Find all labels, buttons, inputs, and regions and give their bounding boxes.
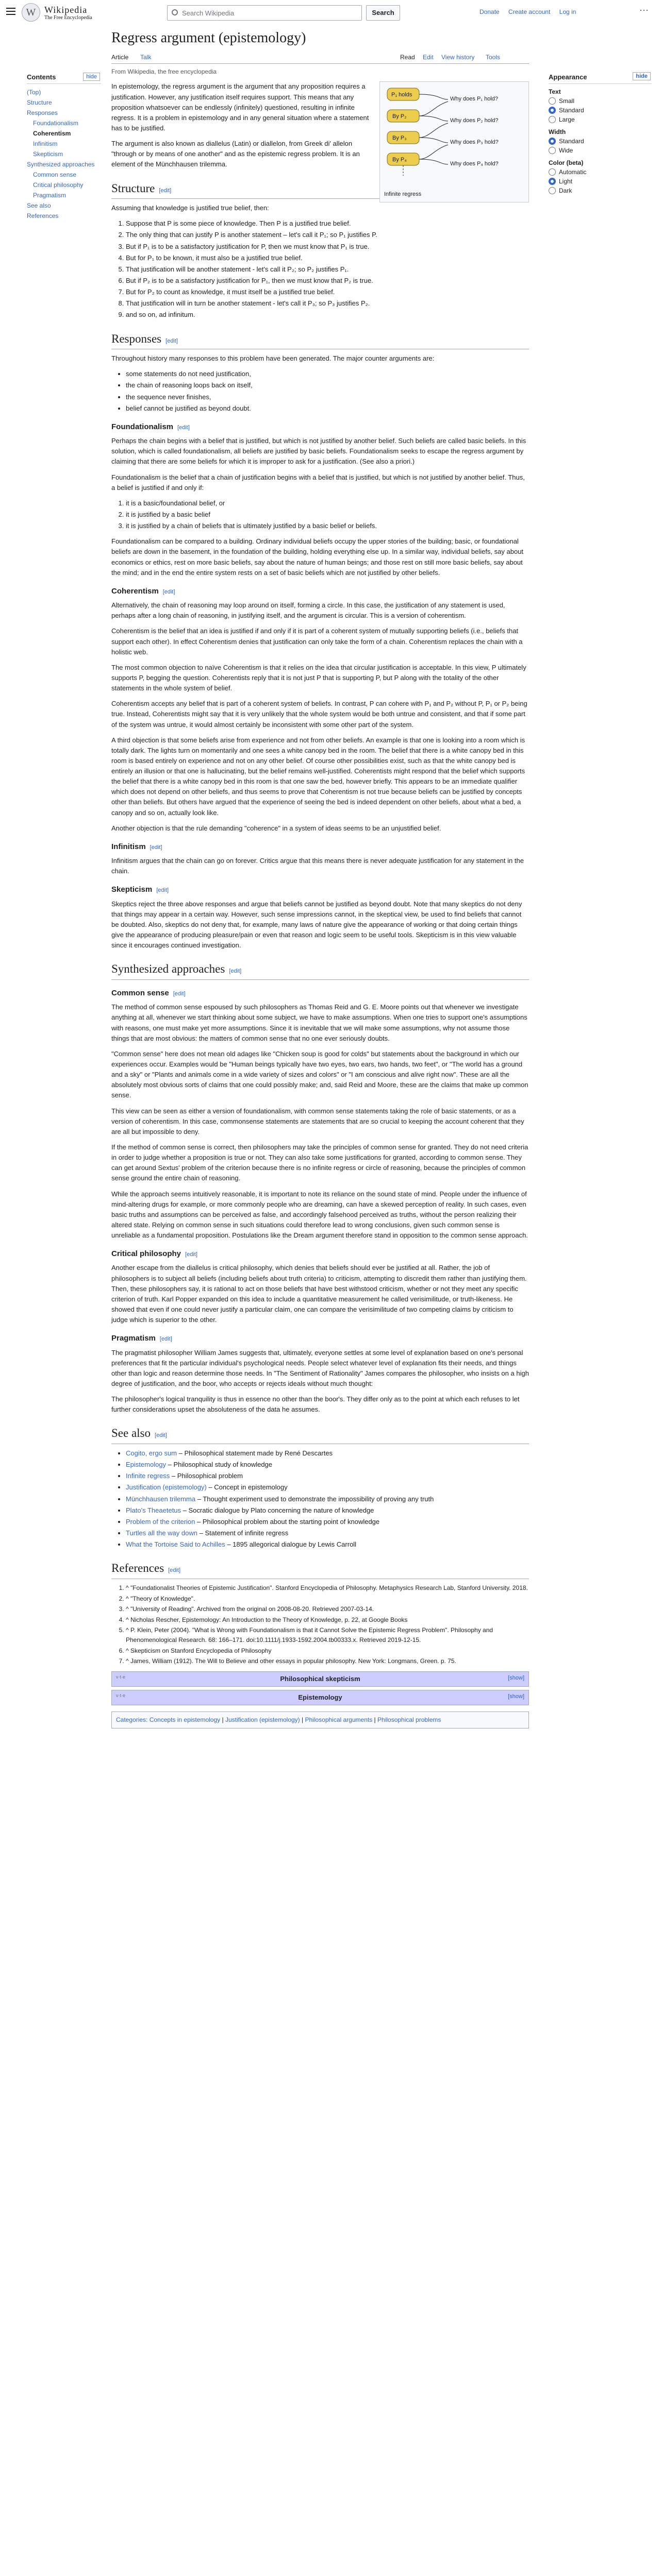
color-automatic-radio[interactable]: Automatic	[549, 168, 652, 176]
navbox-show-button[interactable]: show	[509, 1674, 523, 1681]
list-item: • Epistemology – Philosophical study of knowledge	[126, 1460, 529, 1470]
tagline: The Free Encyclopedia	[44, 15, 92, 21]
text-standard-radio[interactable]: Standard	[549, 107, 652, 114]
section-heading-skepticism: Skepticism [edit]	[111, 885, 169, 894]
list-item: • the sequence never finishes,	[126, 392, 529, 402]
categories-box: Categories: Concepts in epistemology | Justification (epistemology) | Philosophical arguments | Philosophical problems	[111, 1711, 529, 1728]
list-item: • the chain of reasoning loops back on itself,	[126, 380, 529, 391]
create-account-link[interactable]: Create account	[508, 8, 551, 15]
list-item: 9. and so on, ad infinitum.	[126, 310, 529, 320]
color-label: Color (beta)	[549, 159, 584, 166]
see-also-link[interactable]: Epistemology	[126, 1461, 167, 1469]
main-content	[111, 25, 529, 1728]
toc-item[interactable]: See also	[27, 202, 51, 209]
infobox-image	[379, 81, 529, 202]
navbox-show-button[interactable]: show	[509, 1693, 523, 1700]
box-p4: By P₄	[392, 157, 407, 163]
intro-paragraph: In epistemology, the regress argument is the argument that any proposition requires a justification. However, any justification itself requires support. This means that any proposition whatsoever can be endlessly (infinitely) questioned, resulting in infinite regress. It is a problem in epistemology and in any general situation where a statement has to be justified.	[111, 82, 369, 132]
toc-item[interactable]: Common sense	[33, 171, 77, 178]
paragraph: If the method of common sense is correct, then philosophers may take the principles of common sense for granted. They do not need criteria in order to judge whether a proposition is true or not. They can also take some justifications for granted, according to common sense. They can get around Sextus' problem of the criterion because there is no infinite regress or circle of reasoning, because the principles of common sense ground the entire chain of reasoning.	[111, 1143, 528, 1182]
article-body	[111, 81, 529, 1728]
edit-link[interactable]: edit	[158, 887, 168, 894]
list-item: 3. But if P₁ is to be a satisfactory justification for P, then we must know that P₁ is true.	[126, 242, 529, 252]
appearance-panel	[549, 73, 652, 199]
box-p2: By P₂	[392, 113, 407, 120]
appearance-title: Appearance	[549, 73, 587, 81]
toc-item[interactable]: Synthesized approaches	[27, 161, 95, 168]
list-item: 2. it is justified by a basic belief	[126, 510, 529, 520]
page-tabs	[111, 50, 529, 64]
paragraph: Infinitism argues that the chain can go on forever. Critics argue that this means there is never adequate justification for any statement in the chain.	[111, 857, 524, 875]
tab-talk[interactable]: Talk	[140, 54, 152, 61]
edit-link[interactable]: edit	[179, 424, 188, 431]
header-links	[479, 8, 583, 15]
section-heading-structure: Structure [edit]	[111, 179, 529, 199]
edit-link[interactable]: edit	[187, 1251, 196, 1258]
see-also-link[interactable]: Infinite regress	[126, 1472, 170, 1480]
paragraph: Another objection is that the rule demanding "coherence" in a system of ideas seems to be an unjustified belief.	[111, 824, 441, 832]
navbox-title[interactable]: Epistemology	[298, 1693, 342, 1701]
section-heading-infinitism: Infinitism [edit]	[111, 842, 162, 851]
section-heading-foundationalism: Foundationalism [edit]	[111, 422, 190, 431]
edit-link[interactable]: edit	[156, 1432, 166, 1439]
list-item: • Plato's Theaetetus – Socratic dialogue by Plato concerning the nature of knowledge	[126, 1505, 529, 1516]
list-item: • Münchhausen trilemma – Thought experiment used to demonstrate the impossibility of proving any truth	[126, 1494, 529, 1504]
text-size-label: Text	[549, 88, 561, 95]
width-standard-radio[interactable]: Standard	[549, 138, 652, 145]
toc-item[interactable]: Skepticism	[33, 150, 63, 158]
search-input[interactable]	[167, 5, 362, 21]
categories-label[interactable]: Categories:	[116, 1716, 148, 1723]
structure-steps	[126, 218, 529, 320]
menu-icon[interactable]	[6, 8, 15, 15]
paragraph: Foundationalism can be compared to a building. Ordinary individual beliefs occupy the upper stories of the building; basic, or foundational beliefs are down in the basement, in the foundation of the building, holding everything else up. In a similar way, individual beliefs, say about economics or ethics, rest on more basic beliefs, say about the nature of human beings; and those rest on still more basic beliefs, say about the mind; and in the end the entire system rests on a set of basic beliefs which are not justified by other beliefs.	[111, 537, 524, 577]
list-item: 3. it is justified by a chain of beliefs that is ultimately justified by a basic belief or beliefs.	[126, 521, 529, 531]
question-3: Why does P₃ hold?	[450, 139, 499, 146]
paragraph: The pragmatist philosopher William James suggests that, ultimately, everyone settles at some level of explanation based on one's personal preferences that fit the particular individual's psychological needs. People select whatever level of explanation fits their needs, and things other than logic and reason determine those needs. In "The Sentiment of Rationality" James compares the philosopher, who insists on a high degree of justification, and the boor, who accepts or rejects ideals without much thought:	[111, 1348, 529, 1387]
paragraph: This view can be seen as either a version of foundationalism, with common sense statements taking the role of basic statements, or as a version of coherentism. In this case, commonsense statements are statements that are so crucial to keeping the account coherent that they are all but impossible to deny.	[111, 1107, 524, 1136]
reference-item: 7. ^ James, William (1912). The Will to Believe and other essays in popular philosophy. New York: Longmans, Green. p. 75.	[126, 1656, 529, 1666]
toc-item[interactable]: References	[27, 212, 59, 219]
list-item: 4. But for P₁ to be known, it must also be a justified true belief.	[126, 253, 529, 263]
box-p3: By P₃	[392, 135, 407, 142]
paragraph: Coherentism accepts any belief that is part of a coherent system of beliefs. In contrast, P can cohere with P₁ and P₂ without P, P₁ or P₂ being true. Instead, Coherentists might say that it is very unlikely that the whole system would be both untrue and consistent, and that if some part of the system was untrue, it would almost certainly be inconsistent with some other part of the system.	[111, 700, 527, 728]
paragraph: Skeptics reject the three above responses and argue that beliefs cannot be justified as beyond doubt. Note that many skeptics do not deny that things may appear in a certain way. However, such sense impressions cannot, in the skeptical view, be used to find beliefs that cannot be doubted. Also, skeptics do not deny that, for example, many laws of nature give the appearance of working or that doing certain things give the appearance of producing pleasure/pain or even that reason and logic seem to be useful tools. Skepticism is in this view valuable since it encourages continued investigation.	[111, 900, 522, 950]
structure-lead: Assuming that knowledge is justified true belief, then:	[111, 204, 269, 212]
paragraph: The method of common sense espoused by such philosophers as Thomas Reid and G. E. Moore points out that whenever we investigate anything at all, whenever we start thinking about some subject, we have to make assumptions. When one tries to support one's assumptions with reasons, one must make yet more assumptions. Since it is inevitable that we will make some assumptions, why not assume those things that are most obvious: the matters of common sense that no one ever seriously doubts.	[111, 1003, 527, 1042]
intro-paragraph: The argument is also known as diallelus (Latin) or diallelon, from Greek di' allelon "through or by means of one another" and as the epistemic regress problem. It is an element of the Münchhausen trilemma.	[111, 140, 360, 168]
paragraph: Coherentism is the belief that an idea is justified if and only if it is part of a coherent system of mutually supporting beliefs (i.e., beliefs that support each other). In effect Coherentism denies that justification can only take the form of a chain. Coherentism replaces the chain with a holistic web.	[111, 627, 523, 656]
see-also-link[interactable]: Justification (epistemology)	[126, 1483, 207, 1492]
reference-item: 1. ^ "Foundationalist Theories of Epistemic Justification". Stanford Encyclopedia of Philosophy. Metaphysics Research Lab, Stanford University. 2018.	[126, 1583, 529, 1593]
section-heading-references: References [edit]	[111, 1559, 529, 1579]
width-label: Width	[549, 128, 566, 135]
paragraph: A third objection is that some beliefs arise from experience and not from other beliefs. An example is that one is looking into a room which is totally dark. The lights turn on momentarily and one sees a white canopy bed in the room. The belief that there is a white canopy bed in this room is based entirely on experience and not on any other belief. Of course other possibilities exist, such as that the white canopy bed is entirely an illusion or that one is hallucinating, but the belief remains well-justified. Coherentists might respond that the belief which supports the belief that there is a white canopy bed in this room is that one saw the bed, however briefly. This appears to be an immediate qualifier which does not depend on other beliefs, and thus seems to prove that Coherentism is not true because beliefs can be justified by concepts other than beliefs. But others have argued that the experience of seeing the bed is indeed dependent on other beliefs, about what a bed, a canopy and so on, actually look like.	[111, 736, 525, 817]
section-heading-synthesized: Synthesized approaches [edit]	[111, 960, 529, 980]
search-placeholder: Search Wikipedia	[182, 9, 235, 17]
tab-read[interactable]: Read	[400, 54, 415, 61]
list-item: 8. That justification will in turn be another statement - let's call it P₃; so P₃ justifies P₂.	[126, 298, 529, 309]
toc-item[interactable]: (Top)	[27, 89, 41, 96]
reference-item: 6. ^ Skepticism on Stanford Encyclopedia of Philosophy	[126, 1646, 529, 1656]
donate-link[interactable]: Donate	[479, 8, 500, 15]
tab-history[interactable]: View history	[441, 54, 475, 61]
reference-item: 4. ^ Nicholas Rescher, Epistemology: An Introduction to the Theory of Knowledge, p. 22, at Google Books	[126, 1615, 529, 1625]
login-link[interactable]: Log in	[559, 8, 576, 15]
edit-link[interactable]: edit	[230, 968, 240, 975]
toc-item[interactable]: Responses	[27, 109, 58, 116]
wikipedia-logo-icon[interactable]: W	[22, 3, 40, 22]
text-large-radio[interactable]: Large	[549, 116, 652, 123]
from-wikipedia: From Wikipedia, the free encyclopedia	[111, 68, 217, 76]
list-item: 5. That justification will be another statement - let's call it P₂; so P₂ justifies P₁.	[126, 264, 529, 275]
toc-hide-button[interactable]: hide	[83, 73, 100, 81]
paragraph: Foundationalism is the belief that a chain of justification begins with a belief that is justified, but which is not justified by another belief. Thus, a belief is justified if and only if:	[111, 473, 525, 492]
toc-item[interactable]: Foundationalism	[33, 120, 79, 127]
section-heading-critical: Critical philosophy [edit]	[111, 1249, 197, 1259]
toc-item-active[interactable]: Coherentism	[33, 130, 71, 137]
tab-article[interactable]: Article	[111, 54, 129, 61]
text-small-radio[interactable]: Small	[549, 97, 652, 105]
page-title: Regress argument (epistemology)	[111, 30, 306, 46]
paragraph: While the approach seems intuitively reasonable, it is important to note its reliance on the sound state of mind. People under the influence of mind-altering drugs for example, or more commonly people who are dreaming, can have a skewed perception of reality. In such cases, even basic truths and assumptions can be perceived as false, and accordingly falsehood perceived as truths, without the person realizing their altered state. Relying on common sense in such situations could therefore lead to wrong conclusions, given such common sense is unreliable as a fundamental proposition. Postulations like the Dream argument therefore stand in opposition to the common sense approach.	[111, 1190, 528, 1240]
category-link[interactable]: Philosophical arguments	[305, 1716, 373, 1723]
navbox-vte[interactable]: v·t·e	[116, 1674, 125, 1680]
list-item: 2. The only thing that can justify P is another statement – let's call it P₁; so P₁ justifies P.	[126, 230, 529, 240]
category-link[interactable]: Philosophical problems	[377, 1716, 441, 1723]
navbox-vte[interactable]: v·t·e	[116, 1692, 125, 1698]
tab-edit[interactable]: Edit	[423, 54, 434, 61]
question-4: Why does P₄ hold?	[450, 161, 499, 167]
infobox-caption: Infinite regress	[384, 191, 422, 198]
edit-link[interactable]: edit	[170, 1567, 179, 1574]
edit-link[interactable]: edit	[160, 187, 170, 194]
list-item: • Justification (epistemology) – Concept in epistemology	[126, 1482, 529, 1493]
edit-link[interactable]: edit	[161, 1336, 171, 1343]
search-icon	[172, 9, 178, 15]
list-item: • What the Tortoise Said to Achilles – 1895 allegorical dialogue by Lewis Carroll	[126, 1539, 529, 1550]
responses-list	[126, 369, 529, 414]
see-also-link[interactable]: Turtles all the way down	[126, 1529, 197, 1537]
list-item: • Infinite regress – Philosophical problem	[126, 1471, 529, 1481]
list-item: 1. it is a basic/foundational belief, or	[126, 498, 529, 509]
toc-item[interactable]: Structure	[27, 99, 52, 106]
category-link[interactable]: Justification (epistemology)	[225, 1716, 300, 1723]
navbox-title[interactable]: Philosophical skepticism	[280, 1674, 360, 1683]
question-2: Why does P₂ hold?	[450, 117, 499, 124]
list-item: • some statements do not need justification,	[126, 369, 529, 379]
toc-item[interactable]: Infinitism	[33, 140, 58, 147]
width-wide-radio[interactable]: Wide	[549, 147, 652, 154]
tab-tools[interactable]: Tools	[486, 54, 501, 61]
section-heading-coherentism: Coherentism [edit]	[111, 586, 175, 596]
question-1: Why does P₁ hold?	[450, 96, 498, 103]
table-of-contents	[27, 73, 101, 221]
site-header	[0, 0, 662, 26]
edit-link[interactable]: edit	[151, 844, 161, 851]
foundationalism-list	[126, 498, 529, 531]
infinite-regress-diagram	[383, 85, 525, 188]
list-item: • Turtles all the way down – Statement of infinite regress	[126, 1528, 529, 1538]
blockquote: The philosopher's logical tranquility is thus in essence no other than the boor's. They differ only as to the point at which each refuses to let further considerations upset the absoluteness of the data he assumes.	[111, 1395, 520, 1414]
toc-item[interactable]: Pragmatism	[33, 192, 67, 199]
see-also-list	[126, 1448, 529, 1550]
section-heading-responses: Responses [edit]	[111, 330, 529, 350]
search-button[interactable]: Search	[366, 5, 400, 21]
see-also-link[interactable]: Problem of the criterion	[126, 1517, 195, 1526]
navbox-skepticism: v·t·e Philosophical skepticism [show]	[111, 1671, 529, 1687]
toc-item[interactable]: Critical philosophy	[33, 181, 84, 189]
section-heading-pragmatism: Pragmatism [edit]	[111, 1334, 172, 1343]
list-item: • Cogito, ergo sum – Philosophical statement made by René Descartes	[126, 1448, 529, 1459]
reference-item: 2. ^ "Theory of Knowledge".	[126, 1594, 529, 1604]
toc-title: Contents	[27, 73, 56, 81]
paragraph: "Common sense" here does not mean old adages like "Chicken soup is good for colds" but statements about the background in which our experiences occur. Examples would be "Human beings typically have two eyes, two ears, two hands, two feet", or "The world has a ground and a sky" or "Plants and animals come in a wide variety of sizes and colors" or "I am conscious and alive right now". These are all the absolutely most obvious sorts of claims that one could possibly make; and, said Reid and Moore, these are the claims that make up common sense.	[111, 1049, 528, 1099]
paragraph: Perhaps the chain begins with a belief that is justified, but which is not justified by another belief. Such beliefs are called basic beliefs. In this solution, which is called foundationalism, all beliefs are justified by basic beliefs. Foundationalism seeks to escape the regress argument by claiming that there are some beliefs for which it is improper to ask for a justification. (See also a priori.)	[111, 437, 526, 466]
list-item: 6. But if P₂ is to be a satisfactory justification for P₁, then we must know that P₂ is true.	[126, 276, 529, 286]
box-p1: P₁ holds	[391, 92, 412, 98]
list-item: • Problem of the criterion – Philosophical problem about the starting point of knowledge	[126, 1517, 529, 1527]
reference-item: 3. ^ "University of Reading". Archived from the original on 2008-08-20. Retrieved 2007-03-14.	[126, 1604, 529, 1614]
see-also-link[interactable]: Münchhausen trilemma	[126, 1495, 196, 1503]
see-also-link[interactable]: Plato's Theaetetus	[126, 1506, 181, 1514]
edit-link[interactable]: edit	[167, 337, 176, 344]
list-item: • belief cannot be justified as beyond doubt.	[126, 403, 529, 414]
see-also-link[interactable]: Cogito, ergo sum	[126, 1449, 177, 1458]
wordmark[interactable]: Wikipedia	[44, 5, 88, 15]
navbox-epistemology: v·t·e Epistemology [show]	[111, 1690, 529, 1705]
responses-lead: Throughout history many responses to this problem have been generated. The major counter arguments are:	[111, 354, 435, 363]
list-item: 1. Suppose that P is some piece of knowledge. Then P is a justified true belief.	[126, 218, 529, 229]
section-heading-see-also: See also [edit]	[111, 1424, 529, 1444]
section-heading-common-sense: Common sense [edit]	[111, 989, 186, 998]
appearance-hide-button[interactable]: hide	[633, 72, 651, 80]
more-icon[interactable]: ⋯	[639, 5, 649, 15]
see-also-link[interactable]: What the Tortoise Said to Achilles	[126, 1540, 225, 1549]
paragraph: The most common objection to naïve Coherentism is that it relies on the idea that circular justification is acceptable. In this view, P ultimately supports P, begging the question. Coherentists reply that it is not just P that is supporting P, but P along with the totality of the other statements in the whole system of belief.	[111, 663, 526, 692]
edit-link[interactable]: edit	[174, 991, 184, 997]
reference-item: 5. ^ P. Klein, Peter (2004). "What is Wrong with Foundationalism is that it Cannot Solve the Epistemic Regress Problem". Philosophy and Phenomenological Research. 68: 166–171. doi:10.1111/j.1933-1592.2004.tb00333.x. Retrieved 2019-12-15.	[126, 1625, 529, 1645]
paragraph: Alternatively, the chain of reasoning may loop around on itself, forming a circle. In this case, the justification of any statement is used, perhaps after a long chain of reasoning, in justifying itself, and the argument is circular. This is a version of coherentism.	[111, 601, 505, 620]
paragraph: Another escape from the diallelus is critical philosophy, which denies that beliefs should ever be justified at all. Rather, the job of philosophers is to subject all beliefs (including beliefs about truth criteria) to criticism, attempting to discredit them rather than justifying them. Then, these philosophers say, it is rational to act on those beliefs that have best withstood criticism, whether or not they meet any specific criterion of truth. Karl Popper expanded on this idea to include a quantitative measurement he called verisimilitude, or truth-likeness. He showed that even if one could never justify a particular claim, one can compare the verisimilitude of two competing claims by criticism to judge which is superior to the other.	[111, 1264, 527, 1324]
color-dark-radio[interactable]: Dark	[549, 187, 652, 194]
list-item: 7. But for P₂ to count as knowledge, it must itself be a justified true belief.	[126, 287, 529, 297]
edit-link[interactable]: edit	[164, 588, 174, 595]
color-light-radio[interactable]: Light	[549, 178, 652, 185]
category-link[interactable]: Concepts in epistemology	[149, 1716, 221, 1723]
references-list	[126, 1583, 529, 1666]
